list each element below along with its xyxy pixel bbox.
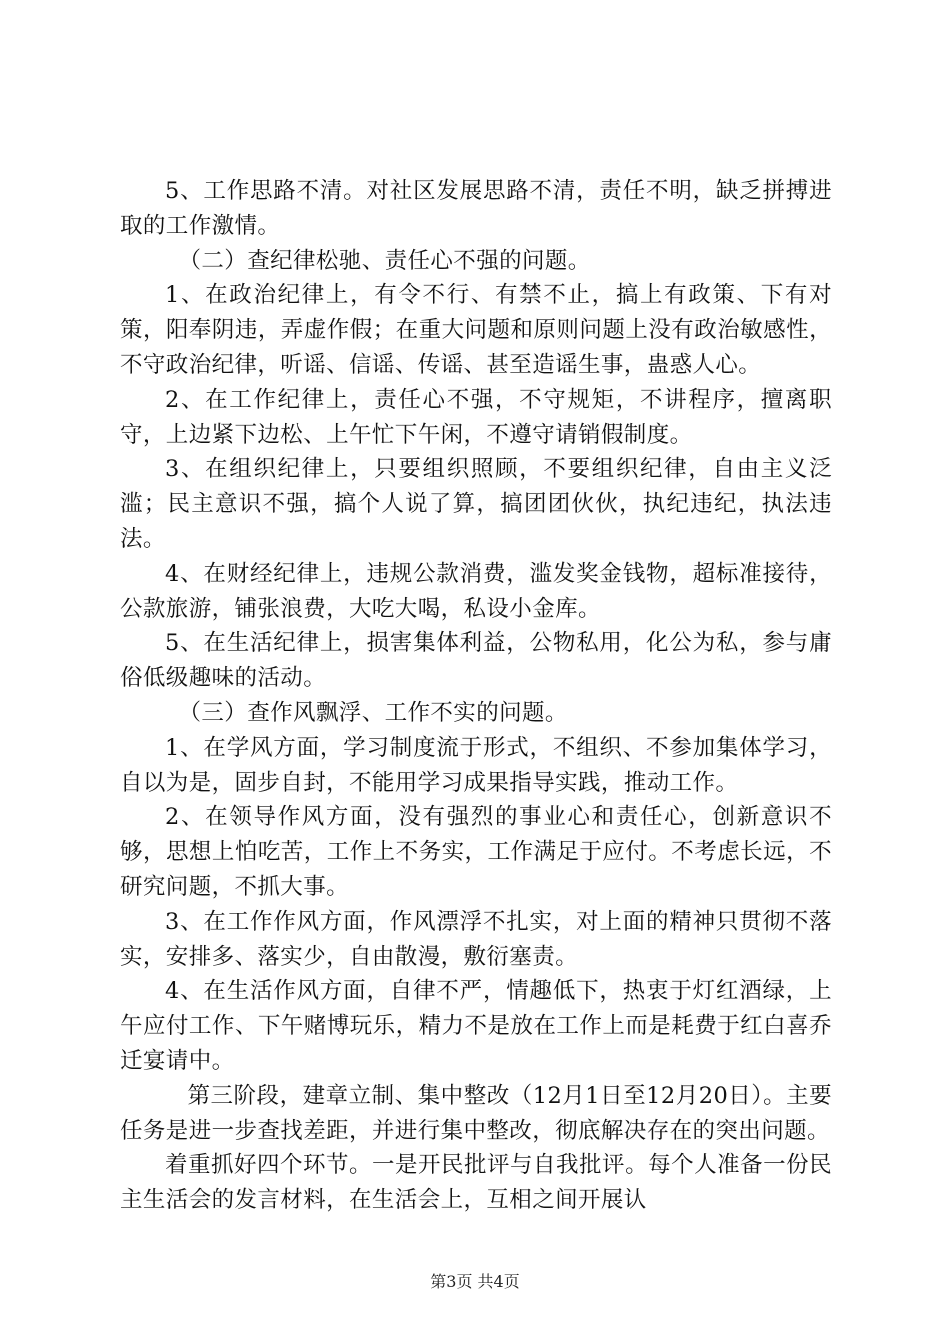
paragraph-work-discipline: 2、在工作纪律上，责任心不强，不守规矩，不讲程序，擅离职守，上边紧下边松、上午忙下午闲，不遵守请销假制度。 (120, 386, 832, 448)
page-footer: 第3页 共4页 (430, 1272, 520, 1291)
paragraph-stage-three: 第三阶段，建章立制、集中整改（12月1日至12月20日）。主要任务是进一步查找差距，并进行集中整改，彻底解决存在的突出问题。 (120, 1082, 832, 1144)
section-heading-discipline: （二）查纪律松驰、责任心不强的问题。 (178, 247, 591, 274)
paragraph-study-style: 1、在学风方面，学习制度流于形式，不组织、不参加集体学习，自以为是，固步自封，不能用学习成果指导实践，推动工作。 (120, 734, 832, 796)
paragraph-financial-discipline: 4、在财经纪律上，违规公款消费，滥发奖金钱物，超标准接待，公款旅游，铺张浪费，大吃大喝，私设小金库。 (120, 560, 832, 622)
paragraph-leadership-style: 2、在领导作风方面，没有强烈的事业心和责任心，创新意识不够，思想上怕吃苦，工作上不务实，工作满足于应付。不考虑长远，不研究问题，不抓大事。 (120, 804, 832, 900)
paragraph-political-discipline: 1、在政治纪律上，有令不行、有禁不止，搞上有政策、下有对策，阳奉阴违，弄虚作假；在重大问题和原则问题上没有政治敏感性，不守政治纪律，听谣、信谣、传谣、甚至造谣生事，蛊惑人心。 (120, 282, 832, 378)
paragraph-item-5-work-ideas: 5、工作思路不清。对社区发展思路不清，责任不明，缺乏拼搏进取的工作激情。 (120, 178, 832, 239)
paragraph-working-style: 3、在工作作风方面，作风漂浮不扎实，对上面的精神只贯彻不落实，安排多、落实少，自由散漫，敷衍塞责。 (120, 908, 832, 970)
document-body (120, 174, 832, 1218)
paragraph-life-style: 4、在生活作风方面，自律不严，情趣低下，热衷于灯红酒绿，上午应付工作、下午赌博玩乐，精力不是放在工作上而是耗费于红白喜乔迁宴请中。 (120, 978, 832, 1074)
paragraph-life-discipline: 5、在生活纪律上，损害集体利益，公物私用，化公为私，参与庸俗低级趣味的活动。 (120, 630, 832, 692)
paragraph-four-links: 着重抓好四个环节。一是开民批评与自我批评。每个人准备一份民主生活会的发言材料，在生活会上，互相之间开展认 (120, 1152, 832, 1214)
section-heading-work-style: （三）查作风飘浮、工作不实的问题。 (178, 699, 568, 726)
paragraph-organizational-discipline: 3、在组织纪律上，只要组织照顾，不要组织纪律，自由主义泛滥；民主意识不强，搞个人说了算，搞团团伙伙，执纪违纪，执法违法。 (120, 456, 832, 552)
